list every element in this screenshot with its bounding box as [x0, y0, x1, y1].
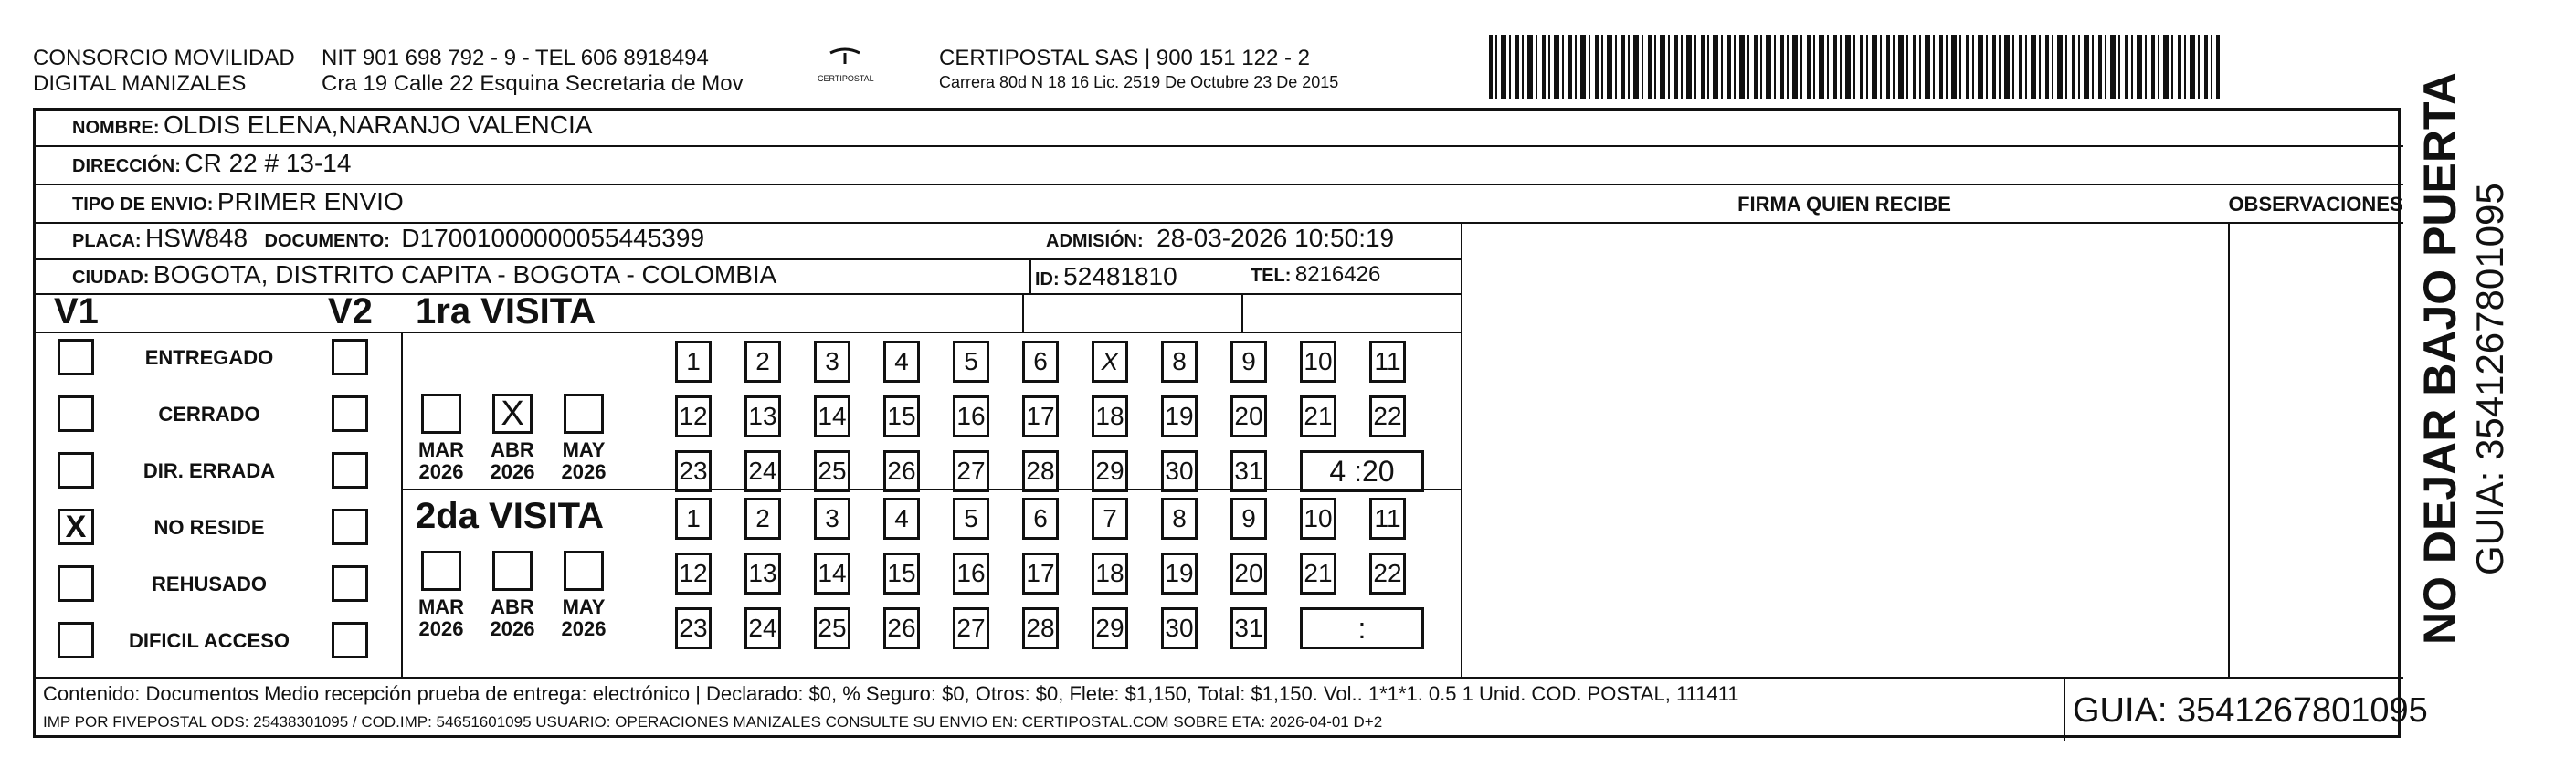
day-box[interactable]: 6: [1022, 341, 1059, 383]
day-box[interactable]: 12: [675, 395, 712, 437]
day-box[interactable]: 26: [883, 450, 920, 492]
tel-label: TEL:: [1251, 266, 1292, 286]
day-box[interactable]: 25: [814, 607, 850, 649]
month-name: ABR: [491, 595, 534, 618]
day-box[interactable]: 26: [883, 607, 920, 649]
v1-checkbox[interactable]: X: [58, 509, 94, 545]
second-visit-title: 2da VISITA: [416, 496, 604, 536]
company-contact: [322, 46, 744, 97]
v2-checkbox[interactable]: [332, 395, 368, 432]
carrier-line-2: Carrera 80d N 18 16 Lic. 2519 De Octubre 23 De 2015: [939, 73, 1339, 91]
day-box[interactable]: 20: [1230, 553, 1267, 595]
day-box[interactable]: 30: [1161, 607, 1198, 649]
carrier-info: [939, 46, 1338, 93]
day-box[interactable]: 7: [1092, 498, 1128, 540]
day-box[interactable]: 16: [953, 395, 989, 437]
day-box[interactable]: 21: [1300, 395, 1336, 437]
day-box[interactable]: 24: [744, 607, 781, 649]
month-year: 2026: [418, 617, 464, 640]
address-line: Cra 19 Calle 22 Esquina Secretaria de Mov: [322, 71, 744, 96]
day-box[interactable]: 13: [744, 553, 781, 595]
day-box[interactable]: 3: [814, 498, 850, 540]
day-box[interactable]: 19: [1161, 553, 1198, 595]
id-field: [1035, 262, 1177, 291]
day-box[interactable]: 29: [1092, 450, 1128, 492]
v2-checkbox[interactable]: [332, 622, 368, 658]
day-box[interactable]: 8: [1161, 341, 1198, 383]
month-year: 2026: [418, 460, 464, 483]
nombre-value: OLDIS ELENA,NARANJO VALENCIA: [164, 111, 593, 139]
logo-text: CERTIPOSTAL: [818, 74, 874, 83]
side-guia-text: GUIA: 3541267801095: [2468, 183, 2511, 575]
day-box[interactable]: 9: [1230, 341, 1267, 383]
v2-header: V2: [328, 291, 373, 332]
month-label: [556, 596, 611, 640]
month-label: [414, 439, 469, 483]
month-year: 2026: [490, 617, 535, 640]
placa-value: HSW848: [145, 224, 248, 252]
row-ciudad: [72, 260, 776, 290]
status-option-label: REHUSADO: [152, 573, 267, 595]
month-checkbox[interactable]: X: [492, 394, 533, 434]
v1-checkbox[interactable]: [58, 339, 94, 375]
v1-checkbox[interactable]: [58, 395, 94, 432]
day-box[interactable]: 20: [1230, 395, 1267, 437]
day-box[interactable]: 13: [744, 395, 781, 437]
month-label: [414, 596, 469, 640]
admision: [1046, 224, 1394, 253]
ciudad-label: CIUDAD:: [72, 268, 150, 288]
day-box[interactable]: 5: [953, 341, 989, 383]
day-box[interactable]: 8: [1161, 498, 1198, 540]
day-box[interactable]: 5: [953, 498, 989, 540]
day-box[interactable]: 18: [1092, 553, 1128, 595]
month-checkbox[interactable]: [564, 394, 604, 434]
status-option-label: CERRADO: [158, 403, 260, 426]
day-box[interactable]: 27: [953, 450, 989, 492]
carrier-line-1: CERTIPOSTAL SAS | 900 151 122 - 2: [939, 46, 1310, 70]
month-name: MAR: [417, 595, 465, 618]
month-name: MAR: [417, 438, 465, 461]
documento-label: DOCUMENTO:: [264, 231, 390, 251]
day-box[interactable]: 1: [675, 341, 712, 383]
day-box[interactable]: 23: [675, 450, 712, 492]
row-nombre: [72, 111, 592, 140]
shipping-label-form: [33, 108, 2428, 738]
tel-value: 8216426: [1294, 262, 1381, 287]
v1-checkbox[interactable]: [58, 452, 94, 489]
day-box[interactable]: 18: [1092, 395, 1128, 437]
v2-checkbox[interactable]: [332, 565, 368, 602]
month-year: 2026: [561, 460, 607, 483]
day-box[interactable]: 28: [1022, 607, 1059, 649]
status-option-label: DIFICIL ACCESO: [128, 629, 290, 652]
first-visit-time[interactable]: 4 :20: [1300, 450, 1424, 492]
carrier-logo: [818, 47, 872, 83]
day-box[interactable]: 28: [1022, 450, 1059, 492]
admision-value: 28-03-2026 10:50:19: [1156, 224, 1395, 252]
month-label: [485, 596, 540, 640]
row-tipo-envio: [72, 187, 404, 216]
status-option-label: NO RESIDE: [153, 516, 265, 539]
company-name: [33, 46, 295, 97]
day-box[interactable]: 17: [1022, 553, 1059, 595]
day-box[interactable]: 22: [1369, 553, 1406, 595]
v1-header: V1: [54, 291, 99, 332]
day-box[interactable]: 9: [1230, 498, 1267, 540]
logo-mark-icon: [827, 47, 863, 69]
nombre-label: NOMBRE:: [72, 118, 160, 138]
row-placa-documento: [72, 224, 704, 253]
second-visit-time[interactable]: :: [1300, 607, 1424, 649]
month-checkbox[interactable]: [492, 551, 533, 591]
day-box[interactable]: 11: [1369, 341, 1406, 383]
v2-checkbox[interactable]: [332, 509, 368, 545]
tel-field: [1251, 262, 1380, 288]
contenido-text: Contenido: Documentos Medio recepción prueba de entrega: electrónico | Declarado: $0, % Seguro: $0, Otros: $0, Flete: $1,150, Total: $1,150. Vol.. 1*1*1. 0.5 1 Unid. COD. POSTAL, 111411: [43, 682, 1739, 705]
status-option-label: DIR. ERRADA: [143, 459, 276, 482]
month-name: MAY: [562, 595, 606, 618]
observaciones-header: OBSERVACIONES: [2228, 193, 2403, 216]
day-box[interactable]: X: [1092, 341, 1128, 383]
day-box[interactable]: 4: [883, 341, 920, 383]
day-box[interactable]: 11: [1369, 498, 1406, 540]
v1-checkbox[interactable]: [58, 622, 94, 658]
day-box[interactable]: 10: [1300, 498, 1336, 540]
day-box[interactable]: 1: [675, 498, 712, 540]
status-option-label: ENTREGADO: [144, 346, 274, 369]
day-box[interactable]: 16: [953, 553, 989, 595]
v2-checkbox[interactable]: [332, 452, 368, 489]
imp-text: IMP POR FIVEPOSTAL ODS: 25438301095 / COD.IMP: 54651601095 USUARIO: OPERACIONES MANIZALES CONSULTE SU ENVIO EN: CERTIPOSTAL.COM SOBRE ETA: 2026-04-01 D+2: [43, 713, 1383, 731]
day-box[interactable]: 14: [814, 553, 850, 595]
day-box[interactable]: 21: [1300, 553, 1336, 595]
v1-checkbox[interactable]: [58, 565, 94, 602]
day-box[interactable]: 17: [1022, 395, 1059, 437]
day-box[interactable]: 22: [1369, 395, 1406, 437]
day-box[interactable]: 2: [744, 498, 781, 540]
day-box[interactable]: 10: [1300, 341, 1336, 383]
day-box[interactable]: 23: [675, 607, 712, 649]
company-line-1: CONSORCIO MOVILIDAD: [33, 46, 295, 70]
month-year: 2026: [561, 617, 607, 640]
month-name: ABR: [491, 438, 534, 461]
day-box[interactable]: 25: [814, 450, 850, 492]
month-label: [485, 439, 540, 483]
tipo-envio-label: TIPO DE ENVIO:: [72, 195, 214, 215]
day-box[interactable]: 2: [744, 341, 781, 383]
month-name: MAY: [562, 438, 606, 461]
row-direccion: [72, 149, 351, 178]
month-checkbox[interactable]: [564, 551, 604, 591]
day-box[interactable]: 14: [814, 395, 850, 437]
tipo-envio-value: PRIMER ENVIO: [216, 187, 404, 216]
day-box[interactable]: 4: [883, 498, 920, 540]
barcode: [1489, 35, 2220, 99]
nit-line: NIT 901 698 792 - 9 - TEL 606 8918494: [322, 46, 709, 70]
ciudad-value: BOGOTA, DISTRITO CAPITA - BOGOTA - COLOMBIA: [153, 260, 777, 289]
first-visit-title: 1ra VISITA: [416, 291, 596, 332]
id-label: ID:: [1035, 269, 1060, 290]
month-checkbox[interactable]: [421, 394, 461, 434]
direccion-value: CR 22 # 13-14: [185, 149, 352, 177]
footer-guia: GUIA: 3541267801095: [2073, 691, 2428, 730]
admision-label: ADMISIÓN:: [1046, 231, 1144, 251]
day-box[interactable]: 24: [744, 450, 781, 492]
firma-header: FIRMA QUIEN RECIBE: [1737, 193, 1951, 216]
placa-label: PLACA:: [72, 231, 142, 251]
day-box[interactable]: 30: [1161, 450, 1198, 492]
day-box[interactable]: 31: [1230, 607, 1267, 649]
month-year: 2026: [490, 460, 535, 483]
day-box[interactable]: 29: [1092, 607, 1128, 649]
day-box[interactable]: 27: [953, 607, 989, 649]
day-box[interactable]: 31: [1230, 450, 1267, 492]
day-box[interactable]: 3: [814, 341, 850, 383]
month-label: [556, 439, 611, 483]
day-box[interactable]: 15: [883, 553, 920, 595]
side-warning-text: NO DEJAR BAJO PUERTA: [2414, 72, 2465, 645]
day-box[interactable]: 12: [675, 553, 712, 595]
month-checkbox[interactable]: [421, 551, 461, 591]
direccion-label: DIRECCIÓN:: [72, 156, 181, 176]
documento-value: D17001000000055445399: [401, 224, 705, 252]
day-box[interactable]: 15: [883, 395, 920, 437]
day-box[interactable]: 19: [1161, 395, 1198, 437]
id-value: 52481810: [1063, 262, 1177, 290]
day-box[interactable]: 6: [1022, 498, 1059, 540]
company-line-2: DIGITAL MANIZALES: [33, 71, 247, 96]
v2-checkbox[interactable]: [332, 339, 368, 375]
